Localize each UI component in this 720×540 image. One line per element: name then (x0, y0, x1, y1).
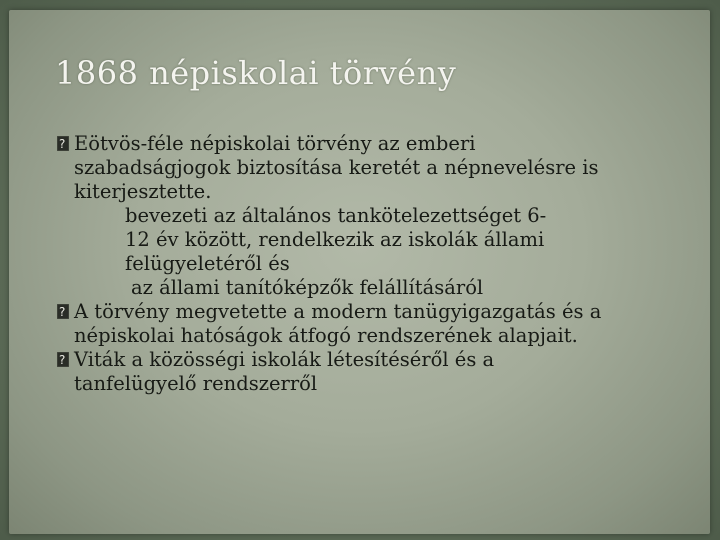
bullet-line: Eötvös-féle népiskolai törvény az emberi (74, 132, 476, 155)
slide-panel (9, 10, 710, 534)
bullet-line: szabadságjogok biztosítása keretét a népnevelésre is (74, 156, 599, 179)
bullet-item (57, 132, 697, 204)
slide-body (57, 132, 697, 396)
bullet-marker-icon (57, 136, 69, 151)
bullet-item (57, 300, 697, 348)
sub-item (57, 276, 631, 300)
sub-item-line: felügyeletéről és (125, 252, 290, 275)
bullet-line: kiterjesztette. (74, 180, 212, 203)
bullet-marker-icon (57, 352, 69, 367)
sub-item (57, 204, 605, 276)
sub-item-line: az állami tanítóképzők felállításáról (131, 276, 484, 299)
bullet-line: népiskolai hatóságok átfogó rendszerének alapjait. (74, 324, 578, 347)
bullet-line: A törvény megvetette a modern tanügyigazgatás és a (74, 300, 602, 323)
bullet-marker-icon (57, 304, 69, 319)
sub-item-line: 12 év között, rendelkezik az iskolák állami (125, 228, 545, 251)
bullet-line: tanfelügyelő rendszerről (74, 372, 318, 395)
slide-title: 1868 népiskolai törvény (55, 54, 457, 92)
bullet-item (57, 348, 697, 396)
sub-item-line: bevezeti az általános tankötelezettséget 6- (125, 204, 547, 227)
bullet-line: Viták a közösségi iskolák létesítéséről és a (74, 348, 495, 371)
